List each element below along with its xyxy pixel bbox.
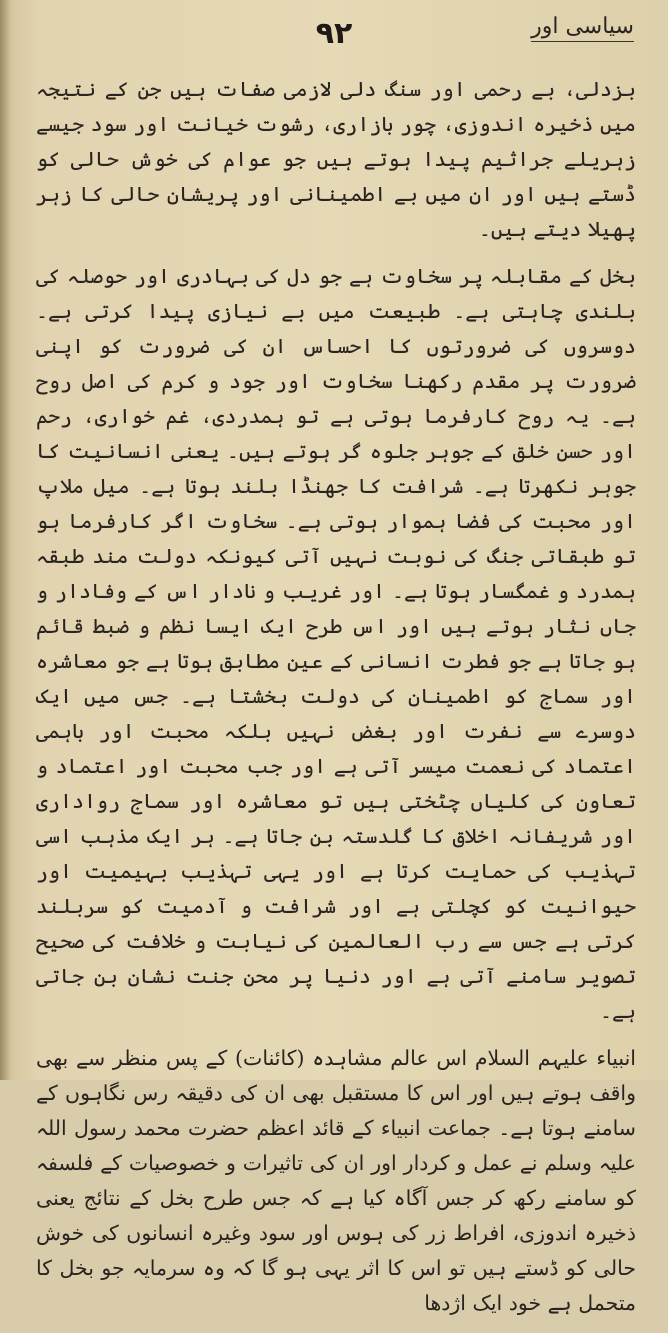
paragraph-3: انبیاء علیہم السلام اس عالم مشاہدہ (کائنات) کے پس منظر سے بھی واقف ہوتے ہیں اور اس کا مستقبل بھی ان کی دقیقہ رس نگاہوں کے سامنے ہوتا ہے۔ جماعت انبیاء کے قائد اعظم حضرت محمد رسول اللہ علیہ وسلم نے عمل و کردار اور ان کی تاثیرات و خصوصیات کے فلسفہ کو سامنے رکھ کر جس آگاہ کیا ہے کہ جس طرح بخل کے نتائج یعنی ذخیرہ اندوزی، افراط زر کی ہوس اور سود وغیرہ انسانوں کی خوش حالی کو ڈستے ہیں تو اس کا اثر یہی ہو گا کہ وہ سرمایہ جو بخل کا متحمل ہے خود ایک اژدھا bbox=[36, 1046, 636, 1315]
page-header bbox=[0, 10, 668, 58]
body-text bbox=[36, 72, 636, 1333]
page-number: ۹۲ bbox=[315, 16, 353, 51]
paragraph-2: بخل کے مقابلہ پر سخاوت ہے جو دل کی بہادری اور حوصلہ کی بلندی چاہتی ہے۔ طبیعت میں بے نیازی پیدا کرتی ہے۔ دوسروں کی ضرورتوں کا احساس ان کی ضرورت کو اپنی ضرورت پر مقدم رکھنا سخاوت اور جود و کرم کی اصل روح ہے۔ یہ روح کارفرما ہوتی ہے تو ہمدردی، غم خواری، رحم اور حسن خلق کے جوہر جلوہ گر ہوتے ہیں۔ یعنی انسانیت کا جوہر نکھرتا ہے۔ شرافت کا جھنڈا بلند ہوتا ہے۔ میل ملاپ اور محبت کی فضا ہموار ہوتی ہے۔ سخاوت اگر کارفرما ہو تو طبقاتی جنگ کی نوبت نہیں آتی کیونکہ دولت مند طبقہ ہمدرد و غمگسار ہوتا ہے۔ اور غریب و نادار اس کے وفادار و جاں نثار ہوتے ہیں اور اس طرح ایک ایسا نظم و ضبط قائم ہو جاتا ہے جو فطرت انسانی کے عین مطابق ہوتا ہے جو معاشرہ اور سماج کو اطمینان کی دولت بخشتا ہے۔ جس میں ایک دوسرے سے نفرت اور بغض نہیں بلکہ محبت اور باہمی اعتماد کی نعمت میسر آتی ہے اور جب محبت اور اعتماد و تعاون کی کلیاں چٹختی ہیں تو معاشرہ اور سماج رواداری اور شریفانہ اخلاق کا گلدستہ بن جاتا ہے۔ ہر ایک مذہب اسی تہذیب کی حمایت کرتا ہے اور یہی تہذیب بہیمیت اور حیوانیت کو کچلتی ہے اور شرافت و آدمیت کو سربلند کرتی ہے جس سے رب العالمین کی نیابت و خلافت کی صحیح تصویر سامنے آتی ہے اور دنیا پر محن جنت نشان بن جاتی ہے۔ bbox=[36, 264, 636, 1023]
paragraph-1: بزدلی، بے رحمی اور سنگ دلی لازمی صفات ہیں جن کے نتیجہ میں ذخیرہ اندوزی، چور بازاری، رشوت خیانت اور سود جیسے زہریلے جراثیم پیدا ہوتے ہیں جو عوام کی خوش حالی کو ڈستے ہیں اور ان میں بے اطمینانی اور پریشان حالی کا زہر پھیلا دیتے ہیں۔ bbox=[36, 77, 636, 241]
running-head: سیاسی اور bbox=[531, 14, 634, 42]
